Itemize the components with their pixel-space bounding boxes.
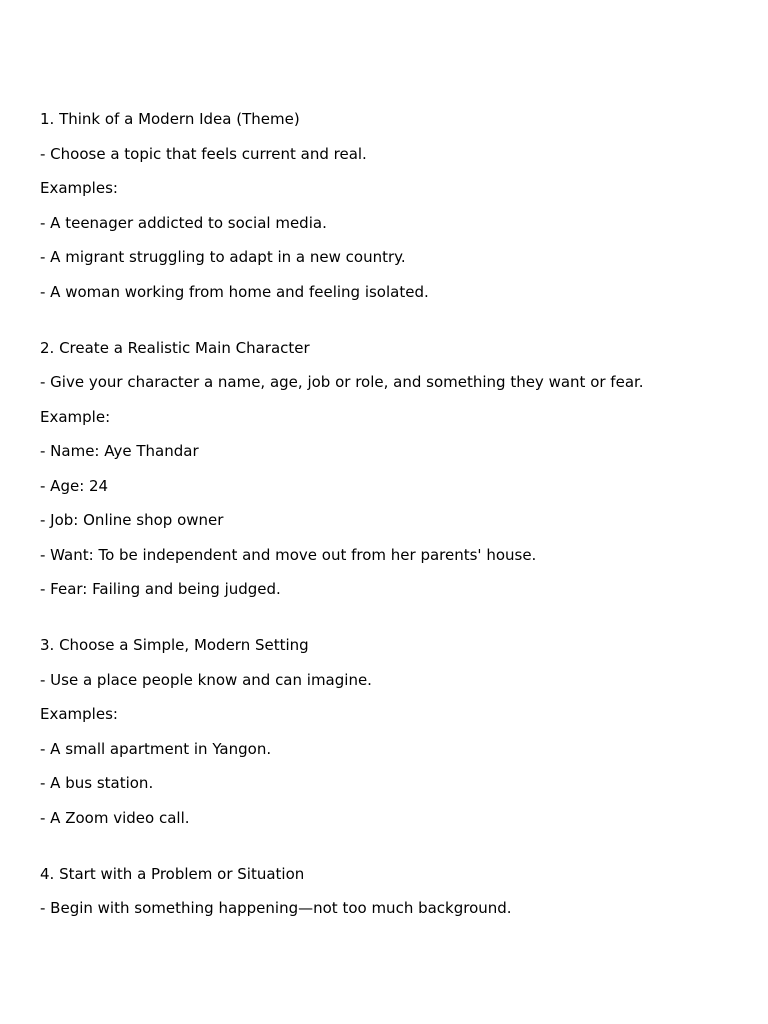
text-line: - Want: To be independent and move out from her parents' house.: [40, 545, 537, 564]
section-heading: 2. Create a Realistic Main Character: [40, 338, 310, 357]
text-line: - Name: Aye Thandar: [40, 442, 199, 460]
text-line: Examples:: [40, 705, 118, 723]
text-line: - Give your character a name, age, job or role, and something they want or fear.: [40, 373, 644, 391]
section-theme: [40, 108, 740, 303]
text-line: - A migrant struggling to adapt in a new country.: [40, 248, 406, 266]
section-problem: [40, 863, 740, 920]
text-line: - Age: 24: [40, 476, 109, 495]
text-line: - A small apartment in Yangon.: [40, 739, 272, 758]
section-character: [40, 337, 740, 601]
text-line: - Fear: Failing and being judged.: [40, 580, 281, 598]
text-line: Example:: [40, 407, 111, 426]
text-line: Examples:: [40, 179, 118, 197]
text-line: - A Zoom video call.: [40, 808, 190, 827]
section-heading: 1. Think of a Modern Idea (Theme): [40, 110, 300, 128]
section-heading: 4. Start with a Problem or Situation: [40, 864, 305, 883]
text-line: - A bus station.: [40, 774, 154, 792]
text-line: - Use a place people know and can imagine.: [40, 670, 372, 689]
text-line: - A teenager addicted to social media.: [40, 213, 327, 232]
document-body: [40, 108, 740, 932]
text-line: - Job: Online shop owner: [40, 511, 224, 529]
text-line: - Begin with something happening—not too much background.: [40, 899, 512, 917]
section-heading: 3. Choose a Simple, Modern Setting: [40, 636, 309, 654]
section-setting: [40, 634, 740, 829]
text-line: - Choose a topic that feels current and real.: [40, 144, 367, 163]
text-line: - A woman working from home and feeling isolated.: [40, 282, 429, 301]
